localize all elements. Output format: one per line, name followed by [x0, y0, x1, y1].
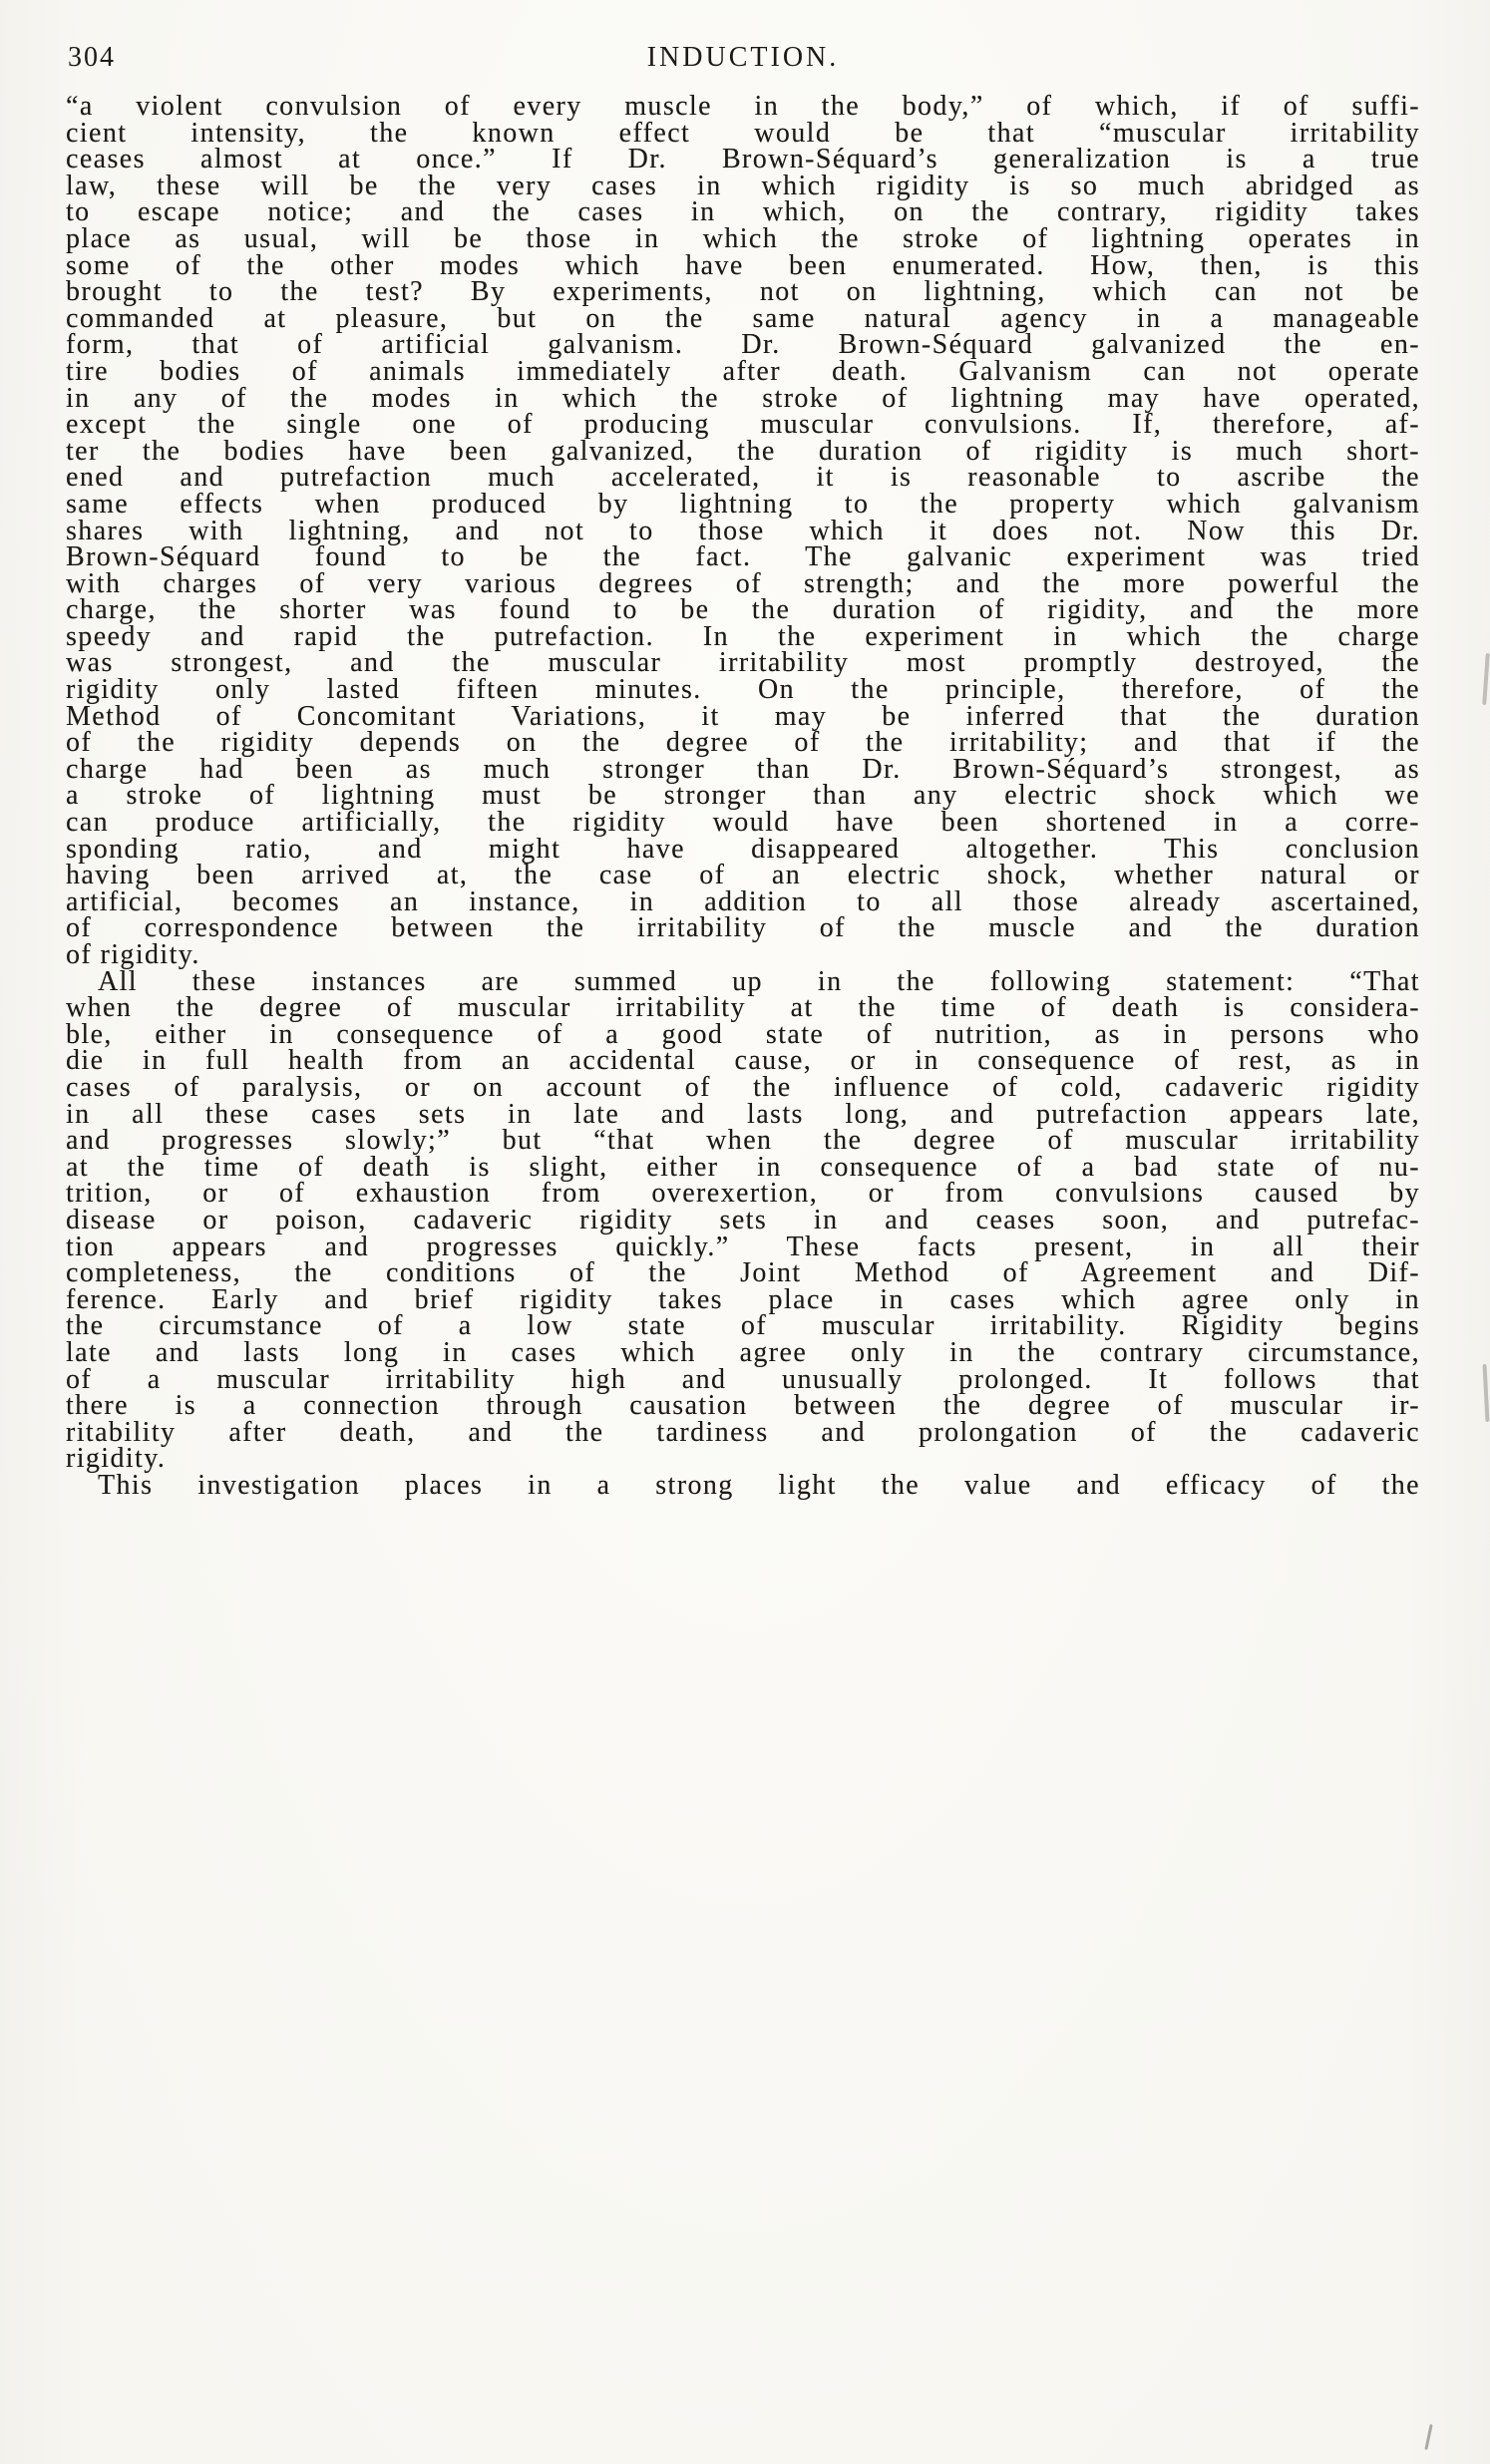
text-line: charge, the shorter was found to be the duration of rigidity, and the more — [66, 594, 1420, 626]
text-line: rigidity only lasted fifteen minutes. On the principle, therefore, of the — [66, 674, 1420, 706]
text-line: cient intensity, the known effect would be that “muscular irritability — [66, 117, 1420, 149]
text-line: form, that of artificial galvanism. Dr. Brown-Séquard galvanized the en- — [66, 329, 1420, 361]
text-line: sponding ratio, and might have disappeared altogether. This conclusion — [66, 833, 1420, 865]
text-line: die in full health from an accidental cause, or in consequence of rest, as in — [66, 1045, 1420, 1077]
text-line: ference. Early and brief rigidity takes place in cases which agree only in — [66, 1283, 1420, 1315]
scan-artifact-right-lower — [1482, 1364, 1489, 1422]
text-line: charge had been as much stronger than Dr. Brown-Séquard’s strongest, as — [66, 753, 1420, 785]
text-line: ceases almost at once.” If Dr. Brown-Séquard’s generalization is a true — [66, 144, 1420, 176]
text-line: at the time of death is slight, either in consequence of a bad state of nu- — [66, 1151, 1420, 1183]
text-line: to escape notice; and the cases in which, on the contrary, rigidity takes — [66, 196, 1420, 228]
text-line: completeness, the conditions of the Joint Method of Agreement and Dif- — [66, 1257, 1420, 1289]
text-line: Method of Concomitant Variations, it may be inferred that the duration — [66, 700, 1420, 732]
page-body-text — [66, 91, 1420, 1501]
text-line: ritability after death, and the tardiness and prolongation of the cadaveric — [66, 1416, 1420, 1448]
text-line: of rigidity. — [66, 939, 200, 970]
text-line: same effects when produced by lightning to the property which galvanism — [66, 488, 1420, 520]
text-line: of the rigidity depends on the degree of the irritability; and that if the — [66, 727, 1420, 759]
text-line: ened and putrefaction much accelerated, it is reasonable to ascribe the — [66, 462, 1420, 494]
text-line: artificial, becomes an instance, in addition to all those already ascertained, — [66, 885, 1420, 917]
text-line: trition, or of exhaustion from overexertion, or from convulsions caused by — [66, 1178, 1420, 1210]
text-line: “a violent convulsion of every muscle in the body,” of which, if of suffi- — [66, 91, 1420, 122]
text-line: can produce artificially, the rigidity would have been shortened in a corre- — [66, 807, 1420, 839]
running-title: INDUCTION. — [646, 42, 840, 73]
scan-artifact-right-upper — [1482, 653, 1490, 705]
text-line: late and lasts long in cases which agree only in the contrary circumstance, — [66, 1336, 1420, 1368]
text-line: ble, either in consequence of a good state of nutrition, as in persons who — [66, 1018, 1420, 1050]
text-line: some of the other modes which have been enumerated. How, then, is this — [66, 249, 1420, 281]
page-number: 304 — [68, 42, 116, 73]
text-line: having been arrived at, the case of an electric shock, whether natural or — [66, 860, 1420, 891]
text-line: shares with lightning, and not to those which it does not. Now this Dr. — [66, 515, 1420, 546]
text-line: speedy and rapid the putrefaction. In the experiment in which the charge — [66, 620, 1420, 652]
text-line: of correspondence between the irritability of the muscle and the duration — [66, 912, 1420, 944]
text-line: of a muscular irritability high and unusually prolonged. It follows that — [66, 1363, 1420, 1395]
text-line: when the degree of muscular irritability at the time of death is considera- — [66, 992, 1420, 1024]
text-line: there is a connection through causation between the degree of muscular ir- — [66, 1390, 1420, 1422]
text-line: with charges of very various degrees of strength; and the more powerful the — [66, 567, 1420, 599]
text-line: commanded at pleasure, but on the same natural agency in a manageable — [66, 302, 1420, 334]
text-line: rigidity. — [66, 1443, 167, 1475]
text-line: was strongest, and the muscular irritability most promptly destroyed, the — [66, 647, 1420, 679]
text-line: in all these cases sets in late and lasts long, and putrefaction appears late, — [66, 1098, 1420, 1130]
text-line: tion appears and progresses quickly.” These facts present, in all their — [66, 1231, 1420, 1262]
text-line: the circumstance of a low state of muscular irritability. Rigidity begins — [66, 1310, 1420, 1342]
text-line: in any of the modes in which the stroke of lightning may have operated, — [66, 382, 1420, 414]
text-line: This investigation places in a strong light the value and efficacy of the — [98, 1469, 1420, 1501]
scan-artifact-bottom — [1424, 2424, 1432, 2450]
text-line: All these instances are summed up in the following statement: “That — [98, 965, 1420, 997]
text-line: Brown-Séquard found to be the fact. The galvanic experiment was tried — [66, 541, 1420, 573]
text-line: tire bodies of animals immediately after death. Galvanism can not operate — [66, 355, 1420, 387]
text-line: disease or poison, cadaveric rigidity sets in and ceases soon, and putrefac- — [66, 1204, 1420, 1235]
text-line: place as usual, will be those in which the stroke of lightning operates in — [66, 222, 1420, 254]
text-line: cases of paralysis, or on account of the influence of cold, cadaveric rigidity — [66, 1071, 1420, 1103]
text-line: ter the bodies have been galvanized, the duration of rigidity is much short- — [66, 435, 1420, 467]
text-line: and progresses slowly;” but “that when the degree of muscular irritability — [66, 1125, 1420, 1157]
text-line: brought to the test? By experiments, not on lightning, which can not be — [66, 276, 1420, 308]
text-line: a stroke of lightning must be stronger than any electric shock which we — [66, 780, 1420, 812]
text-line: law, these will be the very cases in which rigidity is so much abridged as — [66, 170, 1420, 201]
text-line: except the single one of producing muscular convulsions. If, therefore, af- — [66, 409, 1420, 441]
page-header — [66, 42, 1420, 76]
